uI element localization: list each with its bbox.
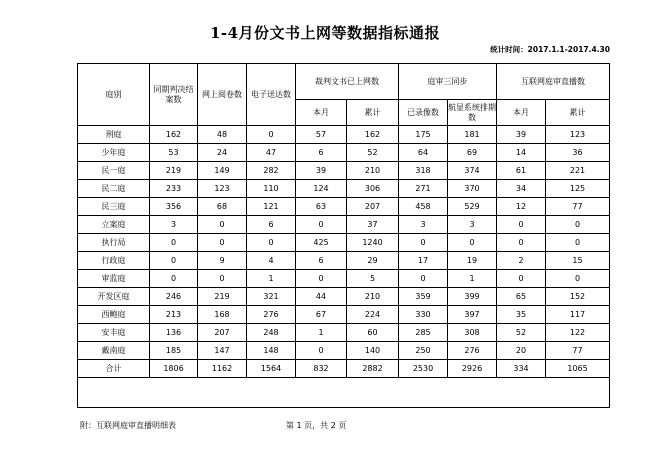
table-cell: 271 (399, 180, 448, 198)
table-cell: 168 (198, 306, 247, 324)
table-cell: 250 (399, 342, 448, 360)
table-cell: 12 (497, 198, 546, 216)
table-cell: 0 (296, 270, 347, 288)
table-cell: 125 (546, 180, 610, 198)
table-cell: 117 (546, 306, 610, 324)
blank-cell (399, 378, 448, 408)
table-cell: 359 (399, 288, 448, 306)
table-cell: 334 (497, 360, 546, 378)
table-row (78, 216, 610, 234)
table-cell: 123 (198, 180, 247, 198)
table-cell: 57 (296, 126, 347, 144)
blank-cell (247, 378, 296, 408)
table-cell: 0 (247, 234, 296, 252)
table-cell: 285 (399, 324, 448, 342)
table-cell: 20 (497, 342, 546, 360)
blank-cell (78, 378, 150, 408)
table-cell: 0 (399, 270, 448, 288)
table-cell: 1 (448, 270, 497, 288)
data-table (77, 63, 610, 408)
header-live-broadcast: 互联网庭审直播数 (497, 64, 610, 100)
table-cell: 425 (296, 234, 347, 252)
table-cell: 3 (399, 216, 448, 234)
row-label: 行政庭 (78, 252, 150, 270)
table-cell: 68 (198, 198, 247, 216)
table-cell: 24 (198, 144, 247, 162)
table-cell: 162 (347, 126, 399, 144)
row-label: 少年庭 (78, 144, 150, 162)
header-online-review: 网上阅卷数 (198, 64, 247, 126)
table-cell: 77 (546, 198, 610, 216)
blank-cell (497, 378, 546, 408)
row-label: 戴南庭 (78, 342, 150, 360)
table-cell: 1240 (347, 234, 399, 252)
table-cell: 219 (150, 162, 198, 180)
header-recorded-videos: 已录像数 (399, 100, 448, 126)
header-court: 庭别 (78, 64, 150, 126)
header-closed-cases: 同期判决结案数 (150, 64, 198, 126)
table-cell: 0 (448, 234, 497, 252)
table-cell: 2882 (347, 360, 399, 378)
header-cumulative-2: 累计 (546, 100, 610, 126)
table-cell: 60 (347, 324, 399, 342)
table-cell: 221 (546, 162, 610, 180)
table-cell: 0 (150, 270, 198, 288)
table-cell: 122 (546, 324, 610, 342)
table-cell: 6 (296, 144, 347, 162)
table-row (78, 234, 610, 252)
table-cell: 1065 (546, 360, 610, 378)
row-label: 合计 (78, 360, 150, 378)
table-cell: 52 (497, 324, 546, 342)
table-cell: 370 (448, 180, 497, 198)
table-cell: 61 (497, 162, 546, 180)
table-cell: 1 (296, 324, 347, 342)
header-cumulative: 累计 (347, 100, 399, 126)
table-cell: 67 (296, 306, 347, 324)
table-cell: 306 (347, 180, 399, 198)
table-cell: 47 (247, 144, 296, 162)
table-cell: 0 (546, 270, 610, 288)
blank-cell (150, 378, 198, 408)
table-row (78, 198, 610, 216)
table-cell: 1564 (247, 360, 296, 378)
table-row (78, 252, 610, 270)
table-cell: 149 (198, 162, 247, 180)
table-cell: 219 (198, 288, 247, 306)
table-cell: 248 (247, 324, 296, 342)
row-label: 立案庭 (78, 216, 150, 234)
table-cell: 0 (497, 270, 546, 288)
table-cell: 0 (497, 216, 546, 234)
row-label: 开发区庭 (78, 288, 150, 306)
header-judgment-online: 裁判文书已上网数 (296, 64, 399, 100)
table-row (78, 342, 610, 360)
page-title: 1-4月份文书上网等数据指标通报 (209, 24, 441, 42)
table-cell: 6 (247, 216, 296, 234)
footnote: 附：互联网庭审直播明细表 (80, 421, 176, 430)
table-cell: 0 (198, 216, 247, 234)
table-cell: 246 (150, 288, 198, 306)
row-label: 审监庭 (78, 270, 150, 288)
table-cell: 276 (448, 342, 497, 360)
table-cell: 321 (247, 288, 296, 306)
header-e-service: 电子送达数 (247, 64, 296, 126)
table-cell: 39 (296, 162, 347, 180)
table-cell: 0 (247, 126, 296, 144)
table-cell: 0 (198, 234, 247, 252)
header-trial-sync: 庭审三同步 (399, 64, 497, 100)
table-cell: 224 (347, 306, 399, 324)
table-cell: 0 (399, 234, 448, 252)
table-cell: 63 (296, 198, 347, 216)
row-label: 民三庭 (78, 198, 150, 216)
table-row (78, 306, 610, 324)
table-cell: 207 (198, 324, 247, 342)
table-cell: 0 (150, 252, 198, 270)
table-cell: 181 (448, 126, 497, 144)
header-this-month: 本月 (296, 100, 347, 126)
table-cell: 207 (347, 198, 399, 216)
table-cell: 2926 (448, 360, 497, 378)
table-cell: 3 (150, 216, 198, 234)
table-cell: 458 (399, 198, 448, 216)
table-cell: 276 (247, 306, 296, 324)
page-indicator: 第 1 页，共 2 页 (286, 421, 347, 430)
table-row (78, 288, 610, 306)
table-cell: 529 (448, 198, 497, 216)
table-cell: 37 (347, 216, 399, 234)
table-cell: 0 (546, 234, 610, 252)
table-cell: 0 (296, 216, 347, 234)
table-cell: 123 (546, 126, 610, 144)
table-cell: 65 (497, 288, 546, 306)
table-cell: 9 (198, 252, 247, 270)
table-cell: 210 (347, 162, 399, 180)
table-cell: 152 (546, 288, 610, 306)
blank-cell (448, 378, 497, 408)
row-label: 安丰庭 (78, 324, 150, 342)
table-cell: 318 (399, 162, 448, 180)
table-cell: 110 (247, 180, 296, 198)
table-cell: 175 (399, 126, 448, 144)
table-cell: 77 (546, 342, 610, 360)
table-cell: 308 (448, 324, 497, 342)
table-cell: 162 (150, 126, 198, 144)
table-cell: 0 (198, 270, 247, 288)
table-cell: 0 (296, 342, 347, 360)
row-label: 民二庭 (78, 180, 150, 198)
table-cell: 53 (150, 144, 198, 162)
table-cell: 330 (399, 306, 448, 324)
table-cell: 0 (497, 234, 546, 252)
table-cell: 15 (546, 252, 610, 270)
table-cell: 124 (296, 180, 347, 198)
table-cell: 148 (247, 342, 296, 360)
table-cell: 34 (497, 180, 546, 198)
table-cell: 121 (247, 198, 296, 216)
table-row (78, 126, 610, 144)
table-cell: 147 (198, 342, 247, 360)
row-label: 民一庭 (78, 162, 150, 180)
blank-cell (546, 378, 610, 408)
table-cell: 44 (296, 288, 347, 306)
table-cell: 0 (546, 216, 610, 234)
table-cell: 35 (497, 306, 546, 324)
table-cell: 2530 (399, 360, 448, 378)
table-cell: 185 (150, 342, 198, 360)
table-cell: 210 (347, 288, 399, 306)
header-this-month-2: 本月 (497, 100, 546, 126)
table-cell: 3 (448, 216, 497, 234)
stat-time: 统计时间：2017.1.1-2017.4.30 (490, 45, 610, 54)
header-aerial-scheduled: 航显系统排期数 (448, 100, 497, 126)
table-cell: 48 (198, 126, 247, 144)
table-cell: 6 (296, 252, 347, 270)
table-cell: 36 (546, 144, 610, 162)
table-row (78, 144, 610, 162)
blank-cell (347, 378, 399, 408)
table-cell: 19 (448, 252, 497, 270)
table-cell: 5 (347, 270, 399, 288)
table-cell: 4 (247, 252, 296, 270)
blank-cell (198, 378, 247, 408)
table-cell: 213 (150, 306, 198, 324)
row-label: 执行局 (78, 234, 150, 252)
table-cell: 64 (399, 144, 448, 162)
table-cell: 397 (448, 306, 497, 324)
table-cell: 0 (150, 234, 198, 252)
table-cell: 69 (448, 144, 497, 162)
table-cell: 14 (497, 144, 546, 162)
row-label: 刑庭 (78, 126, 150, 144)
table-row (78, 180, 610, 198)
table-cell: 2 (497, 252, 546, 270)
blank-cell (296, 378, 347, 408)
table-cell: 1162 (198, 360, 247, 378)
table-cell: 1806 (150, 360, 198, 378)
total-row (78, 360, 610, 378)
table-row (78, 162, 610, 180)
table-cell: 832 (296, 360, 347, 378)
table-cell: 399 (448, 288, 497, 306)
row-label: 西鲍庭 (78, 306, 150, 324)
table-row (78, 270, 610, 288)
table-cell: 1 (247, 270, 296, 288)
table-cell: 29 (347, 252, 399, 270)
table-cell: 356 (150, 198, 198, 216)
table-cell: 17 (399, 252, 448, 270)
table-cell: 39 (497, 126, 546, 144)
table-row (78, 324, 610, 342)
table-cell: 233 (150, 180, 198, 198)
table-cell: 282 (247, 162, 296, 180)
table-cell: 374 (448, 162, 497, 180)
table-cell: 136 (150, 324, 198, 342)
table-cell: 140 (347, 342, 399, 360)
table-cell: 52 (347, 144, 399, 162)
blank-row (78, 378, 610, 408)
